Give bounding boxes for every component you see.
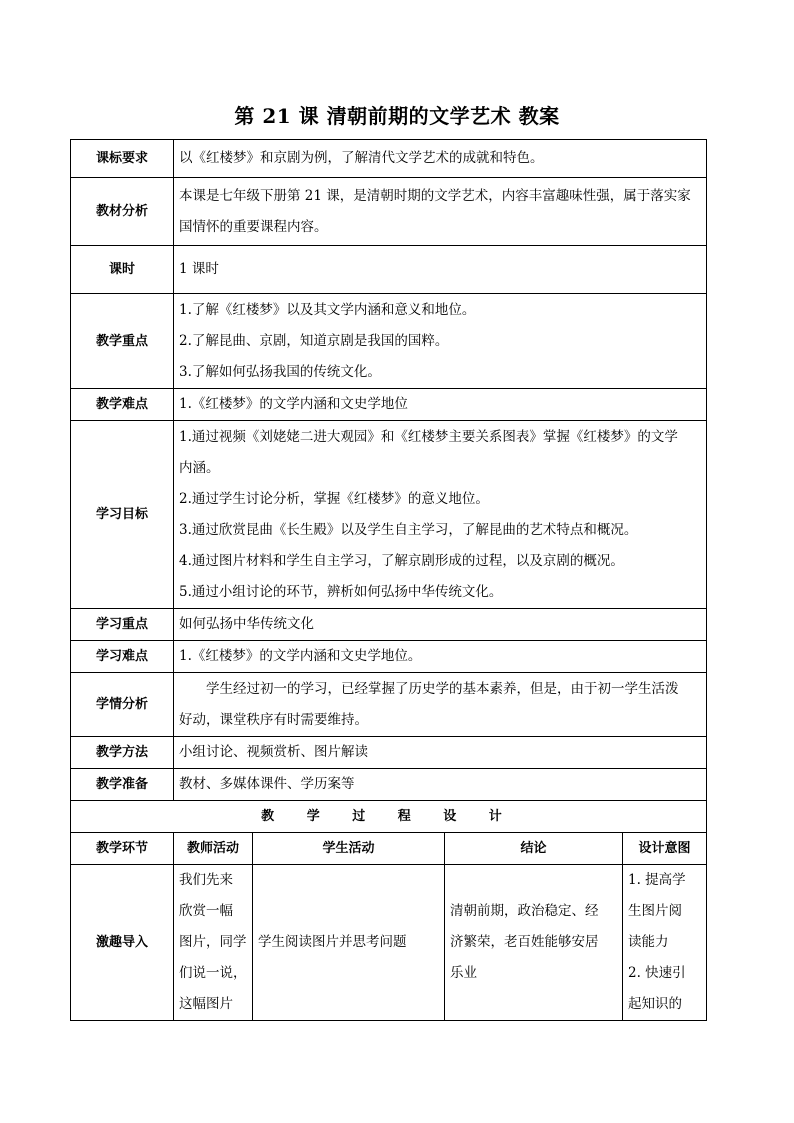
row-label: 学习重点 [71, 609, 174, 641]
text-line: 好动，课堂秩序有时需要维持。 [179, 711, 368, 728]
lesson-plan-table [70, 139, 707, 1021]
row-process-headers [71, 833, 707, 865]
text-line: 内涵。 [179, 459, 220, 476]
row-label: 教材分析 [71, 178, 174, 246]
text-line: 起知识的 [628, 996, 682, 1012]
student-activity: 学生阅读图片并思考问题 [253, 865, 445, 1021]
column-header: 学生活动 [253, 833, 445, 865]
row-learn-focus [71, 609, 707, 641]
row-learn-difficulty [71, 641, 707, 673]
text-line: 3.了解如何弘扬我国的传统文化。 [179, 363, 381, 380]
row-label: 教学方法 [71, 737, 174, 769]
row-content: 1.《红楼梦》的文学内涵和文史学地位 [174, 389, 707, 421]
row-content: 以《红楼梦》和京剧为例，了解清代文学艺术的成就和特色。 [174, 140, 707, 178]
row-content: 如何弘扬中华传统文化 [174, 609, 707, 641]
text-line: 这幅图片 [179, 996, 233, 1012]
text-line: 欣赏一幅 [179, 903, 233, 919]
text-line: 我们先来 [179, 872, 233, 888]
design-intent [623, 865, 707, 1021]
stage-label: 激趣导入 [71, 865, 174, 1021]
text-line: 图片，同学 [179, 934, 247, 950]
row-content [174, 421, 707, 609]
row-label: 学习难点 [71, 641, 174, 673]
row-process-title [71, 801, 707, 833]
text-line: 生图片阅 [628, 903, 682, 919]
row-intro [71, 865, 707, 1021]
text-line: 乐业 [450, 965, 477, 981]
text-line: 1.通过视频《刘姥姥二进大观园》和《红楼梦主要关系图表》掌握《红楼梦》的文学 [179, 428, 678, 445]
row-focus [71, 294, 707, 389]
column-header: 设计意图 [623, 833, 707, 865]
row-label: 学习目标 [71, 421, 174, 609]
column-header: 教学环节 [71, 833, 174, 865]
row-prep [71, 769, 707, 801]
text-line: 2.通过学生讨论分析，掌握《红楼梦》的意义地位。 [179, 490, 489, 507]
text-line: 2. 快速引 [628, 965, 686, 981]
text-line: 本课是七年级下册第 21 课，是清朝时期的文学艺术，内容丰富趣味性强，属于落实家 [179, 187, 691, 204]
row-label: 教学重点 [71, 294, 174, 389]
process-title: 教 学 过 程 设 计 [71, 801, 707, 833]
text-line: 4.通过图片材料和学生自主学习，了解京剧形成的过程，以及京剧的概况。 [179, 552, 624, 569]
row-label: 教学准备 [71, 769, 174, 801]
column-header: 结论 [445, 833, 623, 865]
text-line: 2.了解昆曲、京剧，知道京剧是我国的国粹。 [179, 332, 449, 349]
conclusion [445, 865, 623, 1021]
row-content [174, 178, 707, 246]
row-analysis [71, 673, 707, 737]
row-content [174, 673, 707, 737]
text-line: 5.通过小组讨论的环节，辨析如何弘扬中华传统文化。 [179, 583, 503, 600]
row-label: 教学难点 [71, 389, 174, 421]
text-line: 济繁荣，老百姓能够安居 [450, 934, 599, 950]
text-line: 学生经过初一的学习，已经掌握了历史学的基本素养，但是，由于初一学生活泼 [206, 680, 679, 697]
page-title: 第 21 课 清朝前期的文学艺术 教案 [234, 104, 560, 128]
text-line: 们说一说， [179, 965, 247, 981]
row-content: 1 课时 [174, 246, 707, 294]
row-label: 学情分析 [71, 673, 174, 737]
text-line: 3.通过欣赏昆曲《长生殿》以及学生自主学习，了解昆曲的艺术特点和概况。 [179, 521, 638, 538]
column-header: 教师活动 [174, 833, 253, 865]
text-line: 清朝前期，政治稳定、经 [450, 903, 599, 919]
row-content: 小组讨论、视频赏析、图片解读 [174, 737, 707, 769]
row-hours [71, 246, 707, 294]
row-label: 课标要求 [71, 140, 174, 178]
row-standard [71, 140, 707, 178]
text-line: 1. 提高学 [628, 872, 686, 888]
text-line: 读能力 [628, 934, 669, 950]
row-content: 教材、多媒体课件、学历案等 [174, 769, 707, 801]
row-goals [71, 421, 707, 609]
row-label: 课时 [71, 246, 174, 294]
text-line: 1.了解《红楼梦》以及其文学内涵和意义和地位。 [179, 301, 476, 318]
row-content: 1.《红楼梦》的文学内涵和文史学地位。 [174, 641, 707, 673]
teacher-activity [174, 865, 253, 1021]
text-line: 国情怀的重要课程内容。 [179, 218, 328, 235]
row-difficulty [71, 389, 707, 421]
row-content [174, 294, 707, 389]
row-method [71, 737, 707, 769]
row-material [71, 178, 707, 246]
